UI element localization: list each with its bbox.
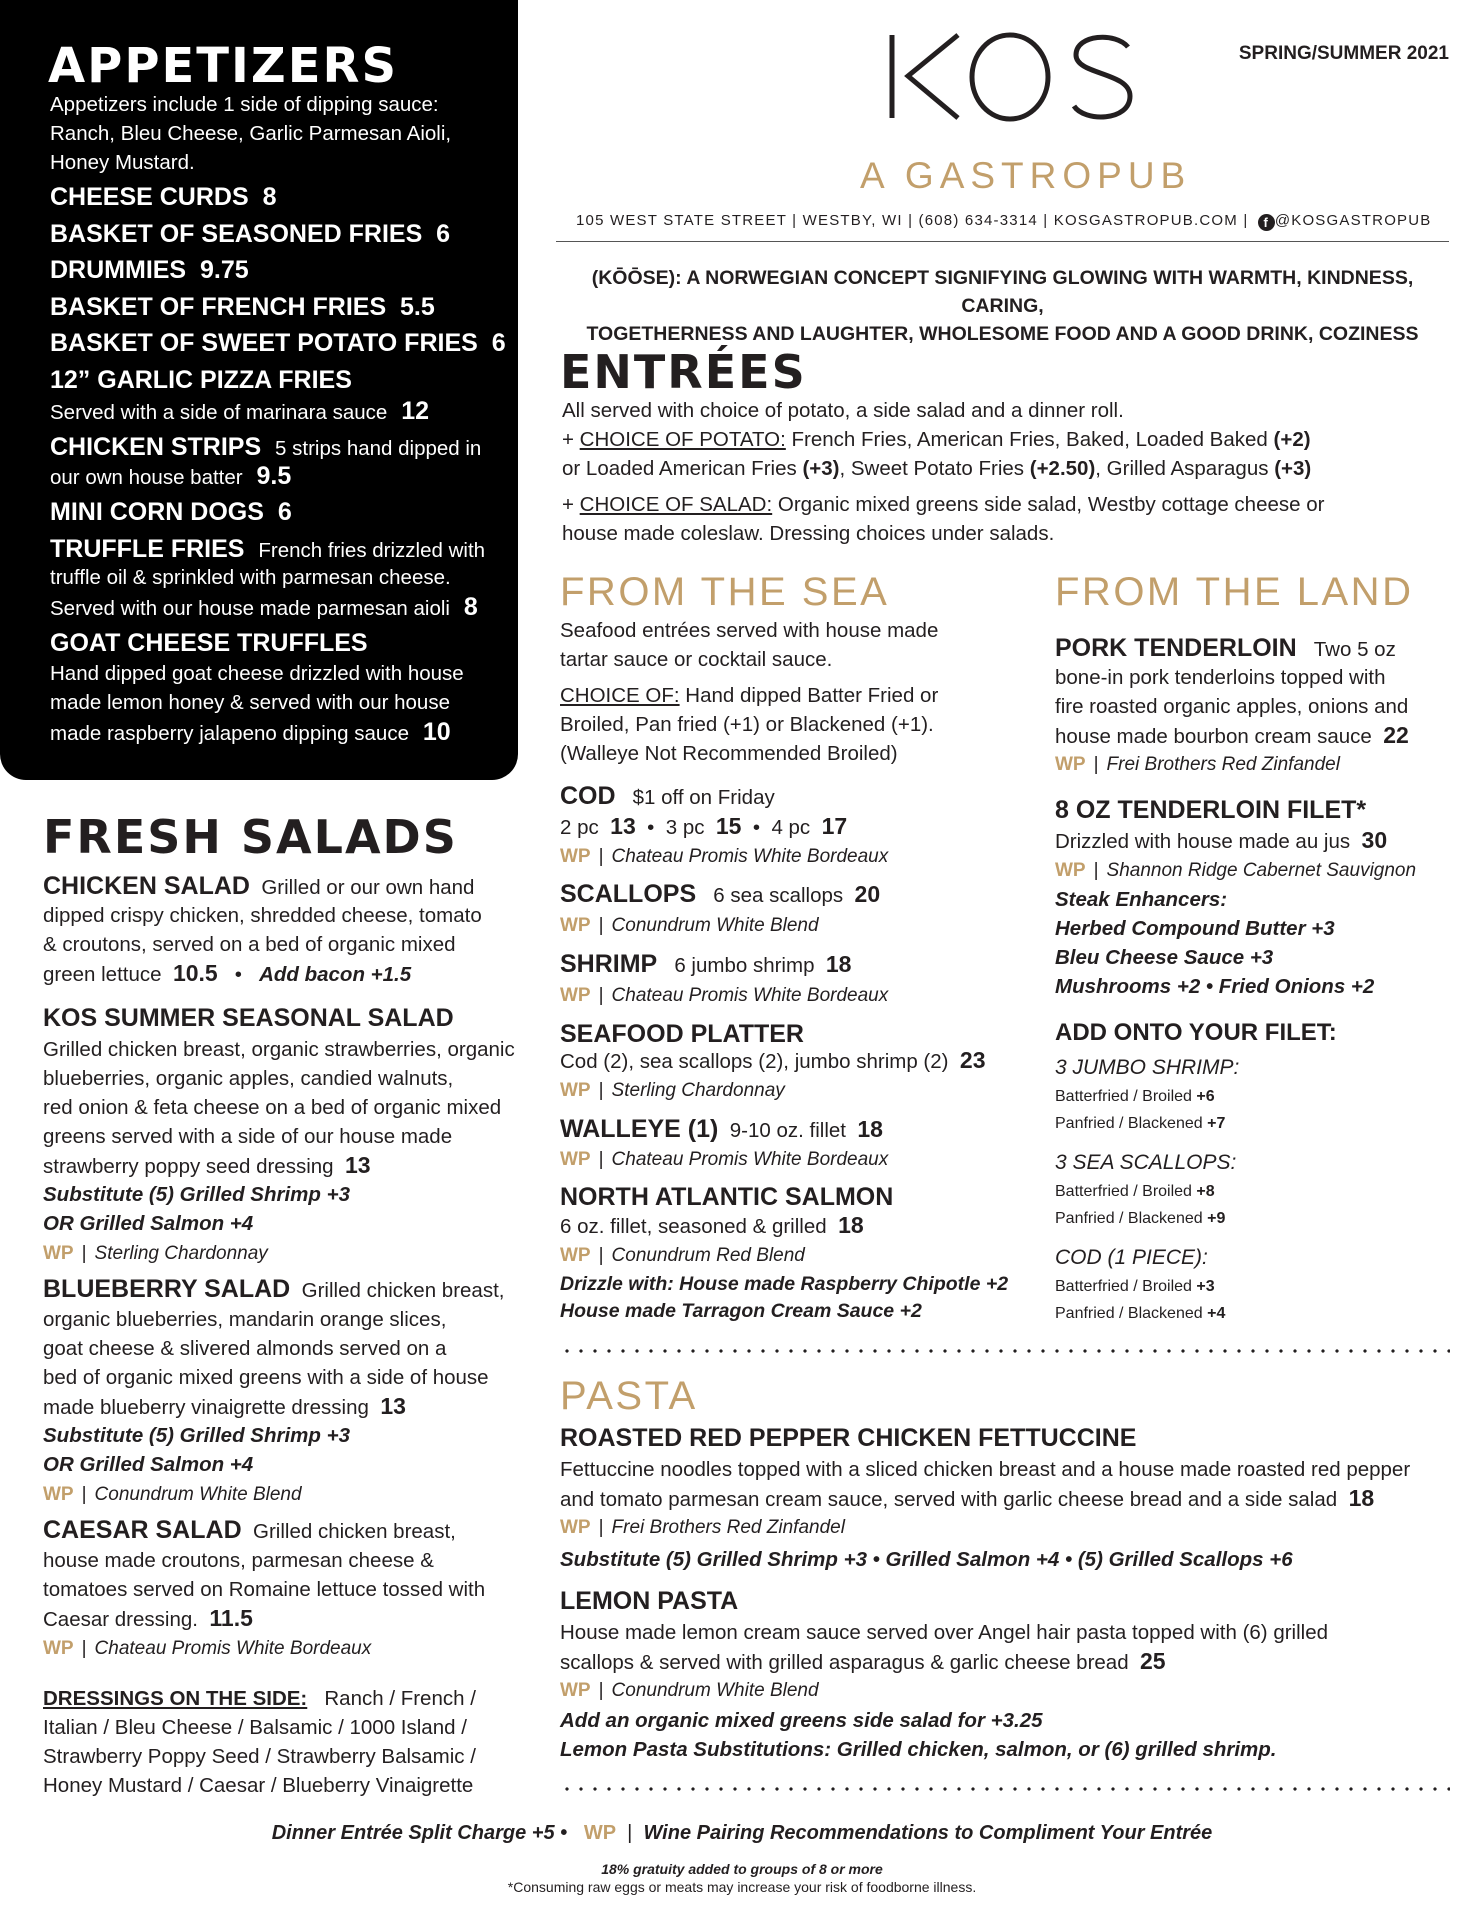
divider — [556, 241, 1449, 242]
menu-item-pizza-fries-desc: Served with a side of marinara sauce 12 — [50, 397, 429, 425]
wine-pairing: WP | Shannon Ridge Cabernet Sauvignon — [1055, 860, 1417, 881]
menu-item-salmon-desc: 6 oz. fillet, seasoned & grilled 18 — [560, 1212, 864, 1238]
menu-item-cod: COD $1 off on Friday — [560, 782, 775, 810]
salad-desc: blueberries, organic apples, candied walnuts, — [43, 1067, 454, 1090]
menu-item-truffle-fries-desc: truffle oil & sprinkled with parmesan cheese. — [50, 566, 451, 589]
menu-item-drummies: DRUMMIES 9.75 — [50, 256, 249, 284]
menu-item-walleye: WALLEYE (1) 9-10 oz. fillet 18 — [560, 1115, 883, 1143]
addon-option: Batterfried / Broiled +8 — [1055, 1183, 1215, 1200]
wine-pairing: WP | Conundrum White Blend — [560, 915, 819, 936]
split-charge: Dinner Entrée Split Charge +5 • — [271, 1822, 568, 1844]
kose-definition — [556, 264, 1449, 348]
addon-jumbo-shrimp: 3 JUMBO SHRIMP: — [1055, 1056, 1240, 1079]
sea-intro: tartar sauce or cocktail sauce. — [560, 648, 833, 671]
menu-item-pork-tenderloin: PORK TENDERLOIN Two 5 oz — [1055, 634, 1396, 662]
steak-enhancer: Bleu Cheese Sauce +3 — [1055, 946, 1274, 969]
dotted-divider — [560, 1787, 1450, 1791]
salad-desc: organic blueberries, mandarin orange slices, — [43, 1308, 447, 1331]
addon-cod: COD (1 PIECE): — [1055, 1246, 1208, 1269]
menu-item-chicken-strips-desc: our own house batter 9.5 — [50, 462, 292, 490]
menu-item-cheese-curds: CHEESE CURDS 8 — [50, 183, 277, 211]
menu-item-rrp-fettuccine: ROASTED RED PEPPER CHICKEN FETTUCCINE — [560, 1424, 1137, 1452]
choice-of-potato: or Loaded American Fries (+3), Sweet Potato Fries (+2.50), Grilled Asparagus (+3) — [562, 457, 1312, 480]
menu-item-truffle-fries-desc: Served with our house made parmesan aioli 8 — [50, 593, 478, 621]
lemon-substitutions: Lemon Pasta Substitutions: Grilled chicken, salmon, or (6) grilled shrimp. — [560, 1738, 1277, 1761]
salmon-drizzle: House made Tarragon Cream Sauce +2 — [560, 1300, 922, 1322]
contact-text: 105 WEST STATE STREET | WESTBY, WI | (608) 634-3314 | KOSGASTROPUB.COM | — [576, 212, 1249, 229]
sea-choice: Broiled, Pan fried (+1) or Blackened (+1). — [560, 713, 934, 736]
wine-pairing: WP | Sterling Chardonnay — [43, 1243, 268, 1264]
addon-option: Panfried / Blackened +7 — [1055, 1115, 1226, 1132]
menu-item-shrimp: SHRIMP 6 jumbo shrimp 18 — [560, 950, 852, 978]
menu-item-pizza-fries: 12” GARLIC PIZZA FRIES — [50, 366, 352, 394]
kose-line: TOGETHERNESS AND LAUGHTER, WHOLESOME FOOD AND A GOOD DRINK, COZINESS — [586, 323, 1419, 345]
appetizers-panel — [0, 0, 518, 780]
salad-desc: greens served with a side of our house made — [43, 1125, 453, 1148]
wine-pairing: WP | Sterling Chardonnay — [560, 1080, 785, 1101]
menu-item-seasoned-fries: BASKET OF SEASONED FRIES 6 — [50, 220, 451, 248]
menu-item-truffle-fries: TRUFFLE FRIES French fries drizzled with — [50, 535, 486, 563]
pork-desc: fire roasted organic apples, onions and — [1055, 695, 1409, 718]
salad-substitution: Substitute (5) Grilled Shrimp +3 — [43, 1424, 350, 1447]
salad-desc: Caesar dressing. 11.5 — [43, 1605, 253, 1631]
kos-logo — [880, 30, 1140, 125]
salad-desc: Grilled chicken breast, organic strawberries, organic — [43, 1038, 515, 1061]
salad-desc: made blueberry vinaigrette dressing 13 — [43, 1393, 406, 1419]
salad-desc: bed of organic mixed greens with a side of house — [43, 1366, 489, 1389]
wine-pairing: WP | Frei Brothers Red Zinfandel — [1055, 754, 1340, 775]
pasta-title: PASTA — [560, 1374, 698, 1418]
dressings-list: DRESSINGS ON THE SIDE: Ranch / French / — [43, 1687, 476, 1710]
menu-item-salmon: NORTH ATLANTIC SALMON — [560, 1183, 894, 1211]
steak-enhancer: Mushrooms +2 • Fried Onions +2 — [1055, 975, 1375, 998]
choice-of-potato: + CHOICE OF POTATO: French Fries, American Fries, Baked, Loaded Baked (+2) — [562, 428, 1311, 451]
steak-enhancers-title: Steak Enhancers: — [1055, 888, 1228, 911]
filet-desc: Drizzled with house made au jus 30 — [1055, 827, 1388, 853]
dotted-divider — [560, 1349, 1450, 1353]
appetizers-intro: Appetizers include 1 side of dipping sauce: — [50, 93, 439, 116]
menu-item-lemon-pasta: LEMON PASTA — [560, 1587, 739, 1615]
season-label: SPRING/SUMMER 2021 — [1238, 43, 1449, 64]
wine-pairing: WP | Conundrum White Blend — [560, 1680, 819, 1701]
salad-substitution: OR Grilled Salmon +4 — [43, 1453, 254, 1476]
lemon-add-salad: Add an organic mixed greens side salad for +3.25 — [560, 1709, 1043, 1732]
gratuity-note: 18% gratuity added to groups of 8 or more — [601, 1861, 883, 1877]
menu-item-chicken-salad: CHICKEN SALAD Grilled or our own hand — [43, 872, 475, 900]
salad-desc: & croutons, served on a bed of organic mixed — [43, 933, 456, 956]
salads-title: FRESH SALADS — [43, 810, 458, 864]
menu-item-french-fries: BASKET OF FRENCH FRIES 5.5 — [50, 293, 435, 321]
addon-sea-scallops: 3 SEA SCALLOPS: — [1055, 1151, 1237, 1174]
addon-option: Panfried / Blackened +4 — [1055, 1305, 1226, 1322]
menu-item-sweet-potato-fries: BASKET OF SWEET POTATO FRIES 6 — [50, 329, 506, 357]
contact-info — [576, 212, 1432, 231]
salad-desc: dipped crispy chicken, shredded cheese, tomato — [43, 904, 482, 927]
menu-item-goat-cheese-desc: made raspberry jalapeno dipping sauce 10 — [50, 718, 451, 746]
menu-item-corn-dogs: MINI CORN DOGS 6 — [50, 498, 292, 526]
entrees-title: ENTRÉES — [560, 345, 807, 399]
menu-item-blueberry-salad: BLUEBERRY SALAD Grilled chicken breast, — [43, 1275, 505, 1303]
sea-choice: (Walleye Not Recommended Broiled) — [560, 742, 898, 765]
wine-pairing: WP | Chateau Promis White Bordeaux — [560, 1149, 889, 1170]
rrp-desc: Fettuccine noodles topped with a sliced chicken breast and a house made roasted red pepper — [560, 1458, 1411, 1481]
sea-choice: CHOICE OF: Hand dipped Batter Fried or — [560, 684, 939, 707]
pork-desc: bone-in pork tenderloins topped with — [1055, 666, 1386, 689]
wine-pairing: WP | Chateau Promis White Bordeaux — [43, 1638, 372, 1659]
salad-desc: strawberry poppy seed dressing 13 — [43, 1152, 371, 1178]
kose-line: (KŌŌSE): A NORWEGIAN CONCEPT SIGNIFYING GLOWING WITH WARMTH, KINDNESS, CARING, — [591, 267, 1414, 317]
wp-tag: WP — [583, 1822, 617, 1844]
rrp-desc: and tomato parmesan cream sauce, served with garlic cheese bread and a side salad 18 — [560, 1485, 1375, 1511]
salad-substitution: Substitute (5) Grilled Shrimp +3 — [43, 1183, 350, 1206]
wp-note: Wine Pairing Recommendations to Compliment Your Entrée — [643, 1822, 1213, 1844]
addon-option: Batterfried / Broiled +6 — [1055, 1088, 1215, 1105]
dressings-list: Italian / Bleu Cheese / Balsamic / 1000 Island / — [43, 1716, 467, 1739]
salad-desc: green lettuce 10.5 • Add bacon +1.5 — [43, 960, 412, 986]
appetizers-intro: Honey Mustard. — [50, 151, 195, 174]
steak-enhancer: Herbed Compound Butter +3 — [1055, 917, 1335, 940]
menu-item-goat-cheese-truffles: GOAT CHEESE TRUFFLES — [50, 629, 368, 657]
menu-item-caesar-salad: CAESAR SALAD Grilled chicken breast, — [43, 1516, 456, 1544]
social-handle[interactable]: @KOSGASTROPUB — [1274, 212, 1432, 229]
lemon-desc: House made lemon cream sauce served over Angel hair pasta topped with (6) grilled — [560, 1621, 1329, 1644]
lemon-desc: scallops & served with grilled asparagus & garlic cheese bread 25 — [560, 1648, 1166, 1674]
menu-item-kos-salad: KOS SUMMER SEASONAL SALAD — [43, 1004, 454, 1032]
pork-desc: house made bourbon cream sauce 22 — [1055, 722, 1409, 748]
appetizers-intro: Ranch, Bleu Cheese, Garlic Parmesan Aioli, — [50, 122, 452, 145]
menu-item-seafood-platter: SEAFOOD PLATTER — [560, 1020, 804, 1048]
menu-item-goat-cheese-desc: Hand dipped goat cheese drizzled with house — [50, 662, 464, 685]
facebook-icon[interactable]: f — [1258, 214, 1275, 231]
menu-item-tenderloin-filet: 8 OZ TENDERLOIN FILET* — [1055, 796, 1367, 824]
entrees-intro: All served with choice of potato, a side salad and a dinner roll. — [562, 399, 1124, 422]
add-onto-filet-title: ADD ONTO YOUR FILET: — [1055, 1019, 1337, 1046]
land-title: FROM THE LAND — [1055, 570, 1414, 614]
wine-pairing: WP | Frei Brothers Red Zinfandel — [560, 1517, 845, 1538]
foodborne-warning: *Consuming raw eggs or meats may increase your risk of foodborne illness. — [507, 1879, 977, 1895]
sea-title: FROM THE SEA — [560, 570, 890, 614]
salmon-drizzle: Drizzle with: House made Raspberry Chipotle +2 — [560, 1273, 1009, 1295]
menu-item-goat-cheese-desc: made lemon honey & served with our house — [50, 691, 450, 714]
dressings-list: Honey Mustard / Caesar / Blueberry Vinaigrette — [43, 1774, 474, 1797]
tagline: A GASTROPUB — [860, 155, 1192, 196]
addon-option: Panfried / Blackened +9 — [1055, 1210, 1226, 1227]
salad-desc: goat cheese & slivered almonds served on a — [43, 1337, 447, 1360]
menu-item-cod-prices: 2 pc 13 • 3 pc 15 • 4 pc 17 — [560, 813, 848, 839]
salad-desc: house made croutons, parmesan cheese & — [43, 1549, 434, 1572]
dressings-list: Strawberry Poppy Seed / Strawberry Balsamic / — [43, 1745, 476, 1768]
menu-item-seafood-platter-desc: Cod (2), sea scallops (2), jumbo shrimp (2) 23 — [560, 1047, 986, 1073]
wine-pairing: WP | Conundrum White Blend — [43, 1484, 302, 1505]
salad-desc: red onion & feta cheese on a bed of organic mixed — [43, 1096, 502, 1119]
choice-of-salad: house made coleslaw. Dressing choices under salads. — [562, 522, 1055, 545]
appetizers-title: APPETIZERS — [48, 38, 399, 94]
salad-substitution: OR Grilled Salmon +4 — [43, 1212, 254, 1235]
rrp-substitutions: Substitute (5) Grilled Shrimp +3 • Grilled Salmon +4 • (5) Grilled Scallops +6 — [560, 1548, 1293, 1571]
menu-item-chicken-strips: CHICKEN STRIPS 5 strips hand dipped in — [50, 433, 482, 461]
wine-pairing: WP | Chateau Promis White Bordeaux — [560, 985, 889, 1006]
addon-option: Batterfried / Broiled +3 — [1055, 1278, 1215, 1295]
choice-of-salad: + CHOICE OF SALAD: Organic mixed greens side salad, Westby cottage cheese or — [562, 493, 1325, 516]
wine-pairing: WP | Conundrum Red Blend — [560, 1245, 805, 1266]
sea-intro: Seafood entrées served with house made — [560, 619, 939, 642]
salad-desc: tomatoes served on Romaine lettuce tossed with — [43, 1578, 486, 1601]
menu-item-scallops: SCALLOPS 6 sea scallops 20 — [560, 880, 881, 908]
wine-pairing: WP | Chateau Promis White Bordeaux — [560, 846, 889, 867]
footer-notes: Dinner Entrée Split Charge +5 • WP | Wine Pairing Recommendations to Compliment Your Entrée — [271, 1822, 1213, 1844]
